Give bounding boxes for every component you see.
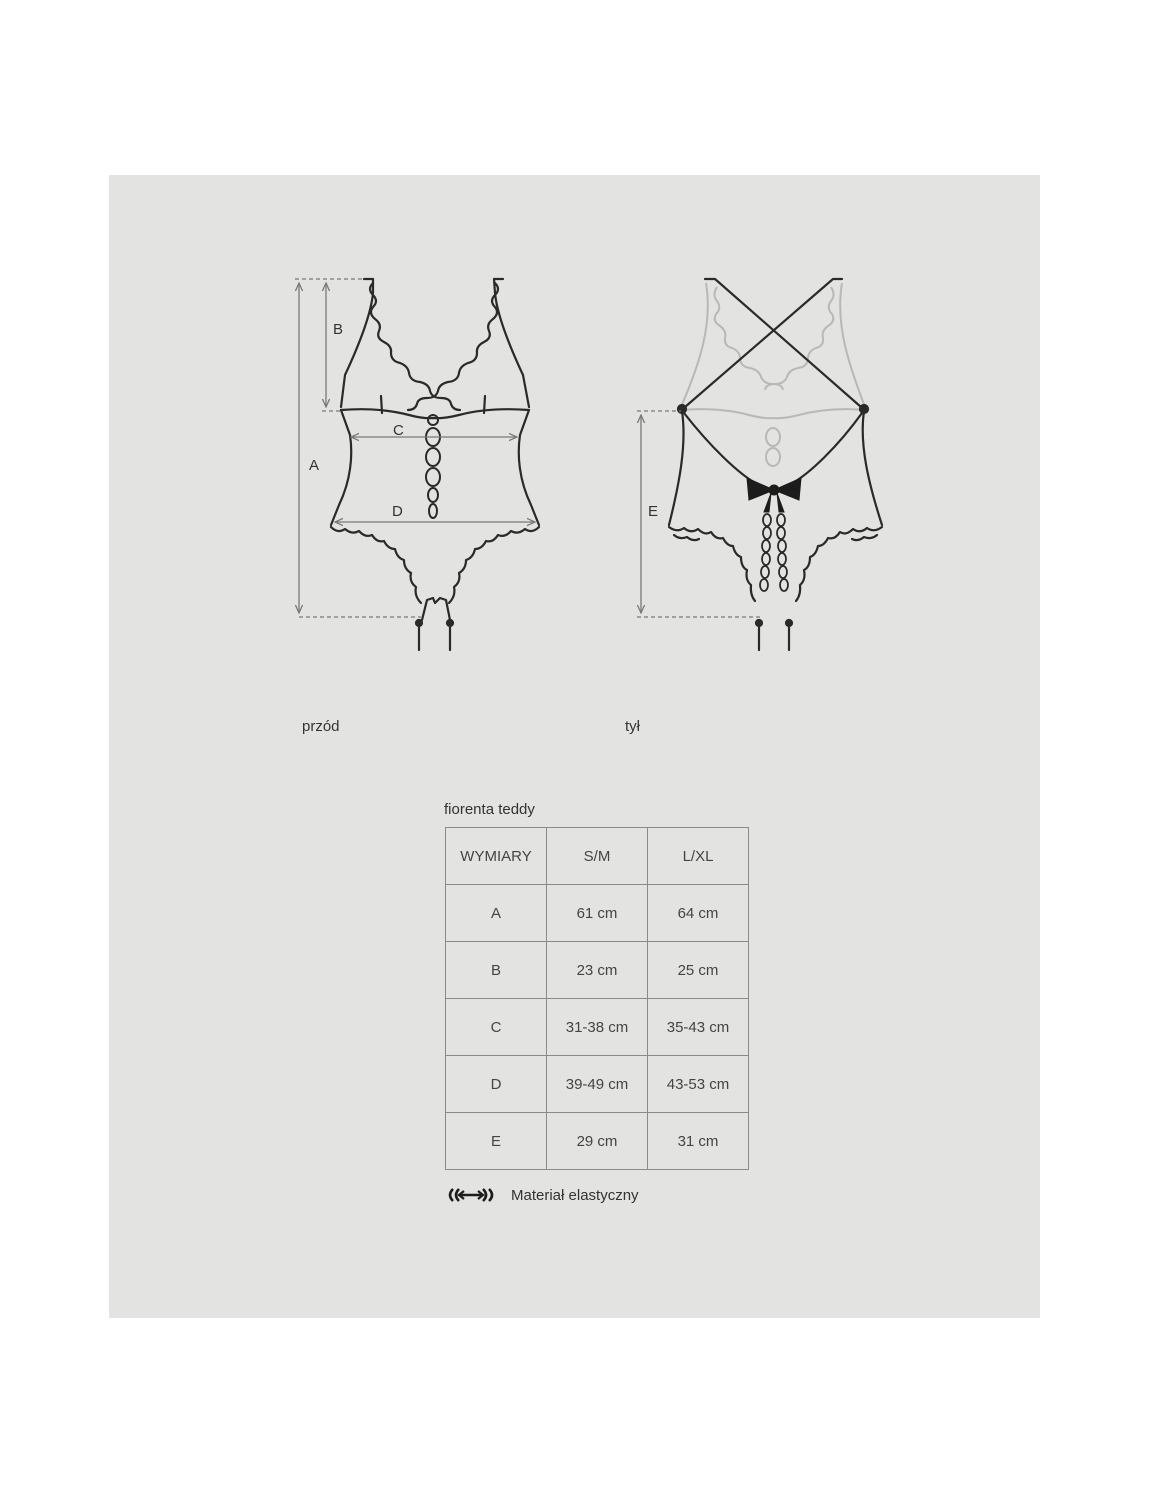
table-cell: 29 cm: [547, 1113, 648, 1170]
back-bow: [747, 478, 801, 512]
legend: [445, 1185, 639, 1205]
table-cell: 31 cm: [648, 1113, 749, 1170]
back-ring-chains: [760, 514, 788, 591]
table-row: [446, 942, 749, 999]
product-title: fiorenta teddy: [444, 801, 535, 818]
table-cell: 39-49 cm: [547, 1056, 648, 1113]
legend-text: Materiał elastyczny: [511, 1186, 639, 1204]
table-cell: 64 cm: [648, 885, 749, 942]
table-cell: 35-43 cm: [648, 999, 749, 1056]
elastic-material-icon: [445, 1187, 497, 1203]
table-row: [446, 999, 749, 1056]
table-header-cell: S/M: [547, 828, 648, 885]
dimension-label-d: D: [392, 503, 403, 520]
back-view-faint-front: [681, 283, 865, 466]
front-view-drawing: [331, 279, 539, 650]
table-header-cell: WYMIARY: [446, 828, 547, 885]
garment-diagrams: [109, 175, 1040, 735]
table-header-row: [446, 828, 749, 885]
table-cell: 43-53 cm: [648, 1056, 749, 1113]
table-row: [446, 1056, 749, 1113]
dimension-label-b: B: [333, 321, 344, 338]
table-row: [446, 1113, 749, 1170]
table-cell: 23 cm: [547, 942, 648, 999]
table-cell: C: [446, 999, 547, 1056]
table-cell: B: [446, 942, 547, 999]
table-cell: D: [446, 1056, 547, 1113]
table-cell: 31-38 cm: [547, 999, 648, 1056]
back-view-label: tył: [625, 718, 640, 735]
dimension-label-e: E: [648, 503, 659, 520]
dimension-label-c: C: [393, 422, 404, 439]
size-chart-panel: [109, 175, 1040, 1318]
size-table: [445, 827, 749, 1170]
table-cell: 25 cm: [648, 942, 749, 999]
table-cell: 61 cm: [547, 885, 648, 942]
table-row: [446, 885, 749, 942]
dimension-label-a: A: [309, 457, 320, 474]
table-cell: E: [446, 1113, 547, 1170]
front-view-label: przód: [302, 718, 340, 735]
table-header-cell: L/XL: [648, 828, 749, 885]
front-ring-chain: [426, 415, 440, 518]
front-dimension-lines: [295, 279, 535, 617]
table-cell: A: [446, 885, 547, 942]
